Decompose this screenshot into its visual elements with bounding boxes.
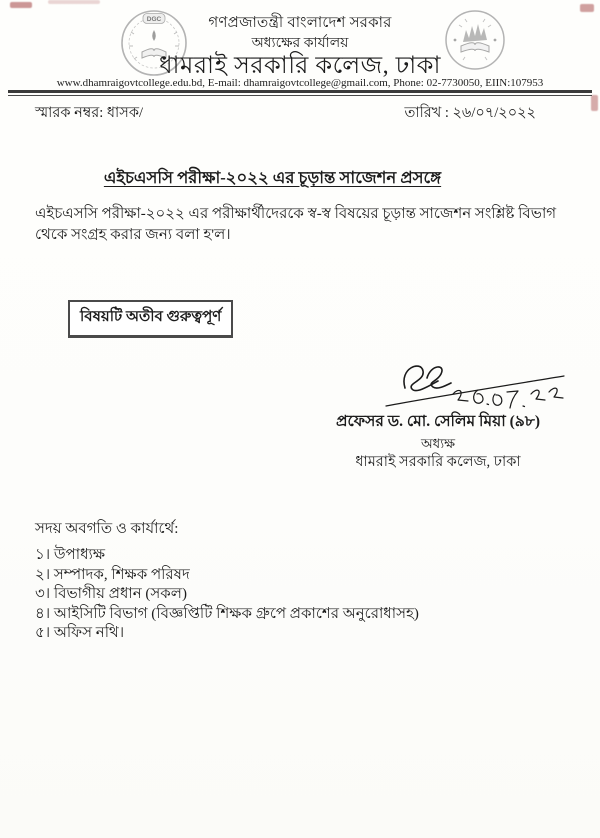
list-item: ১। উপাধ্যক্ষ — [35, 547, 105, 563]
distribution-heading: সদয় অবগতি ও কার্যার্থে: — [35, 521, 179, 537]
list-item: ৪। আইসিটি বিভাগ (বিজ্ঞপ্তিটি শিক্ষক গ্রুপে প্রকাশের অনুরোধাসহ) — [35, 605, 419, 622]
signer-block — [318, 412, 558, 472]
office-line: অধ্যক্ষের কার্যালয় — [251, 36, 349, 51]
memo-number: স্মারক নম্বর: ধাসক/ — [35, 105, 144, 121]
scan-artifact — [10, 2, 32, 8]
list-item: ৫। অফিস নথি। — [35, 625, 125, 642]
body-paragraph: এইচএসসি পরীক্ষা-২০২২ এর পরীক্ষার্থীদেরকে স্ব-স্ব বিষয়ের চূড়ান্ত সাজেশন সংশ্লিষ্ট বিভাগ থেকে সংগ্রহ করার জন্য বলা হ'ল। — [35, 206, 557, 243]
college-name: ধামরাই সরকারি কলেজ, ঢাকা — [159, 53, 441, 79]
header-divider — [8, 90, 592, 96]
list-item: ৩। বিভাগীয় প্রধান (সকল) — [35, 586, 187, 603]
important-note-text: বিষয়টি অতীব গুরুত্বপূর্ণ — [80, 309, 222, 325]
memo-date: তারিখ : ২৬/০৭/২০২২ — [404, 105, 536, 121]
seal-dgc-text: DGC — [146, 16, 162, 24]
scan-artifact — [591, 95, 598, 111]
signer-institution: ধামরাই সরকারি কলেজ, ঢাকা — [355, 454, 521, 470]
signer-designation: অধ্যক্ষ — [420, 436, 456, 451]
contact-line: www.dhamraigovtcollege.edu.bd, E-mail: dhamraigovtcollege@gmail.com, Phone: 02-7730050, EIIN:107953 — [56, 77, 544, 89]
subject-line: এইচএসসি পরীক্ষা-২০২২ এর চূড়ান্ত সাজেশন প্রসঙ্গে — [103, 168, 442, 187]
government-line: গণপ্রজাতন্ত্রী বাংলাদেশ সরকার — [208, 15, 392, 31]
list-item: ২। সম্পাদক, শিক্ষক পরিষদ — [35, 566, 190, 583]
important-note-box — [68, 300, 233, 338]
scan-artifact — [48, 0, 100, 4]
signer-name: প্রফেসর ড. মো. সেলিম মিয়া (৯৮) — [335, 413, 541, 430]
distribution-list — [35, 546, 419, 644]
signature-handwriting — [383, 356, 569, 414]
